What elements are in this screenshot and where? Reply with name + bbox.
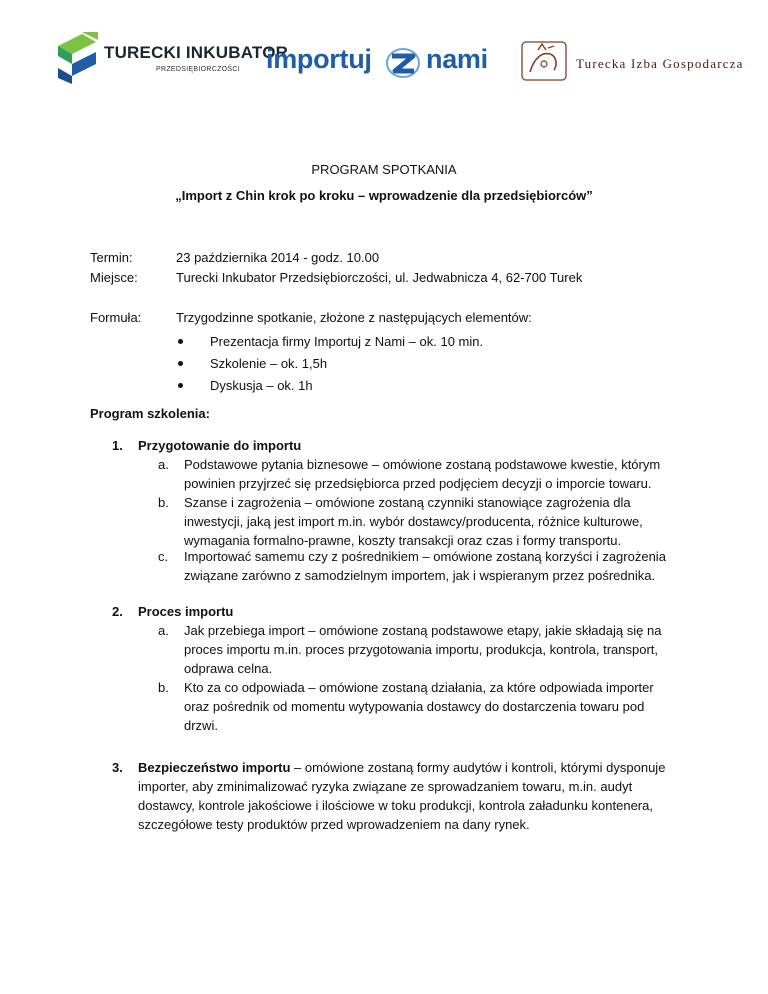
document-title: PROGRAM SPOTKANIA: [311, 162, 457, 177]
turecki-inkubator-mark-icon: [52, 28, 102, 86]
turecki-inkubator-name: TURECKI INKUBATOR: [104, 43, 289, 62]
globe-z-icon: [383, 46, 423, 80]
header-logos: [0, 28, 768, 88]
bullet-icon: [178, 339, 183, 344]
miejsce-label: Miejsce:: [90, 270, 138, 285]
termin-label: Termin:: [90, 250, 133, 265]
formula-list: [168, 332, 483, 398]
turecki-inkubator-subtitle: PRZEDSIĘBIORCZOŚCI: [156, 66, 240, 73]
bullet-icon: [178, 383, 183, 388]
bullet-icon: [178, 361, 183, 366]
section-number: 1.: [112, 438, 123, 453]
turecka-izba-gospodarcza-logo: [520, 38, 750, 88]
izba-emblem-icon: [520, 38, 570, 84]
nami-word: nami: [426, 44, 488, 74]
miejsce-value: Turecki Inkubator Przedsiębiorczości, ul. Jedwabnicza 4, 62-700 Turek: [176, 270, 583, 285]
list-item: Dyskusja – ok. 1h: [168, 376, 483, 398]
termin-value: 23 października 2014 - godz. 10.00: [176, 250, 380, 265]
formula-label: Formuła:: [90, 310, 142, 325]
program-heading: Program szkolenia:: [90, 406, 210, 421]
section-title: Proces importu: [138, 604, 234, 619]
section-number: 3.: [112, 760, 123, 775]
formula-value: Trzygodzinne spotkanie, złożone z następujących elementów:: [176, 310, 532, 325]
document-page: TURECKI INKUBATOR PRZEDSIĘBIORCZOŚCI importuj nami Turecka Izba Gospodarcza PROGRAM SPOTKANIA „Import z Chin krok po kroku – wprowadzenie dla przedsiębiorców” Termin: 23 października 2014 - godz. 10.00 Miejsce: Turecki Inkubator Przedsiębiorczości, ul. Jedwabnicza 4, 62-700 Turek Formuła: Trzygodzinne spotkanie, złożone z następujących elementów: Prezentacja firmy Importuj z Nami – ok. 10 min. Szkolenie – ok. 1,5h Dyskusja – ok. 1h Program szkolenia: 1. Przygotowanie do importu a. Podstawowe pytania biznesowe – omówione zostaną podstawowe kwestie, którym powinien przyjrzeć się przedsiębiorca przed podjęciem decyzji o imporcie towaru. b. Szanse i zagrożenia – omówione zostaną czynniki stanowiące zagrożenia dla inwestycji, jaką jest import m.in. wybór dostawcy/producenta, różnice kulturowe, wymagania formalno-prawne, koszty transakcji oraz czas i formy transportu. c. Importować samemu czy z pośrednikiem – omówione zostaną korzyści i zagrożenia związane zarówno z samodzielnym importem, jak i wspieranym przez pośrednika. 2. Proces importu a. Jak przebiega import – omówione zostaną podstawowe etapy, jakie składają się na proces importu m.in. proces przygotowania importu, produkcja, kontrola, transport, odprawa celna. b. Kto za co odpowiada – omówione zostaną działania, za które odpowiada importer oraz pośrednik od momentu wytypowania dostawcy do dostarczenia towaru pod drzwi. 3. Bezpieczeństwo importu – omówione zostaną formy audytów i kontroli, którymi dysponuje importer, aby zminimalizować ryzyka związane ze sprowadzaniem towaru, m.in. audyt dostawcy, kontrole jakościowe i ilościowe w toku produkcji, kontrola załadunku kontenera, szczegółowe testy produktów przed wprowadzeniem na dany rynek.: [0, 0, 768, 994]
section-number: 2.: [112, 604, 123, 619]
list-item: Prezentacja firmy Importuj z Nami – ok. 10 min.: [168, 332, 483, 354]
turecki-inkubator-logo: [52, 28, 289, 88]
importuj-z-nami-logo: [266, 44, 486, 84]
list-item: Szkolenie – ok. 1,5h: [168, 354, 483, 376]
importuj-word: importuj: [266, 44, 372, 74]
document-subtitle: „Import z Chin krok po kroku – wprowadzenie dla przedsiębiorców”: [175, 188, 593, 203]
section-title: Bezpieczeństwo importu: [138, 760, 291, 775]
izba-name: Turecka Izba Gospodarcza: [576, 56, 744, 71]
section-title: Przygotowanie do importu: [138, 438, 302, 453]
